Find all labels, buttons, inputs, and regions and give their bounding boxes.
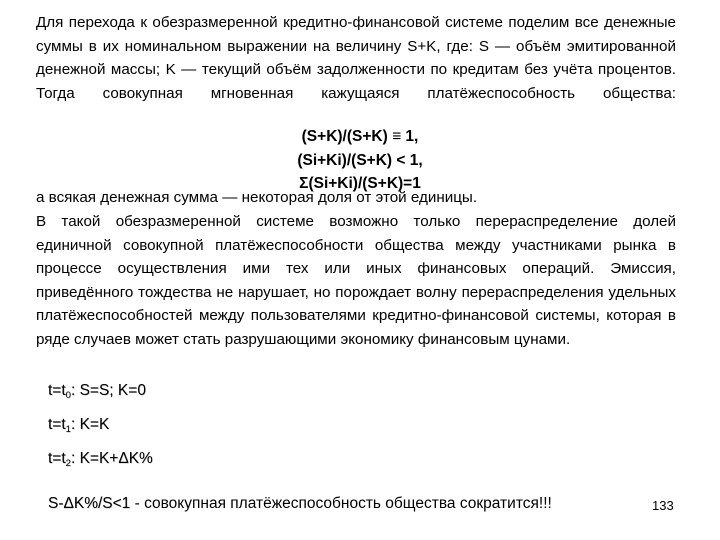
formula-total-ratio: (S+K)/(S+K) ≡ 1, (301, 128, 419, 145)
condition-t0 (48, 381, 146, 406)
condition-t2-prefix: t=t (48, 450, 66, 467)
formula-individual-ratio: (Si+Ki)/(S+K) < 1, (297, 152, 423, 169)
condition-t2 (48, 449, 153, 474)
condition-t1-expression: : K=K (70, 416, 110, 433)
condition-t2-expression: : K=K+ΔK% (70, 450, 153, 467)
condition-t1-subscript: 1 (65, 424, 71, 435)
conclusion-text: - совокупная платёжеспособность общества сократится!!! (130, 495, 552, 512)
formula-sum-ratio: Σ(Si+Ki)/(S+K)=1 (299, 175, 421, 192)
condition-t0-subscript: 0 (65, 390, 71, 401)
unit-share-paragraph: а всякая денежная сумма — некоторая доля от этой единицы. (36, 189, 478, 206)
condition-t1-prefix: t=t (48, 416, 66, 433)
condition-t0-prefix: t=t (48, 382, 66, 399)
condition-t0-expression: : S=S; K=0 (70, 382, 146, 399)
conclusion-formula: S-ΔK%/S<1 (48, 495, 131, 512)
conclusion-line (48, 494, 552, 514)
condition-t2-subscript: 2 (65, 458, 71, 469)
redistribution-paragraph: В такой обезразмеренной системе возможно только перераспределение долей единичной совокупной платёжеспособности общества между участниками рынка в процессе осуществления ими тех или иных финансовых операций. Эмиссия, приведённого тождества не нарушает, но порождает волну перераспределения удельных платёжеспособностей между пользователями кредитно-финансовой системы, которая в ряде случаев может стать разрушающими экономику финансовым цунами. (36, 213, 676, 348)
intro-paragraph: Для перехода к обезразмеренной кредитно-финансовой системе поделим все денежные суммы в их номинальном выражении на величину S+K, где: S — объём эмитированной денежной массы; K — текущий объём задолженности по кредитам без учёта процентов. Тогда совокупная мгновенная кажущаяся платёжеспособность общества: (36, 14, 676, 102)
page-number: 133 (652, 498, 674, 513)
condition-t1 (48, 415, 109, 440)
